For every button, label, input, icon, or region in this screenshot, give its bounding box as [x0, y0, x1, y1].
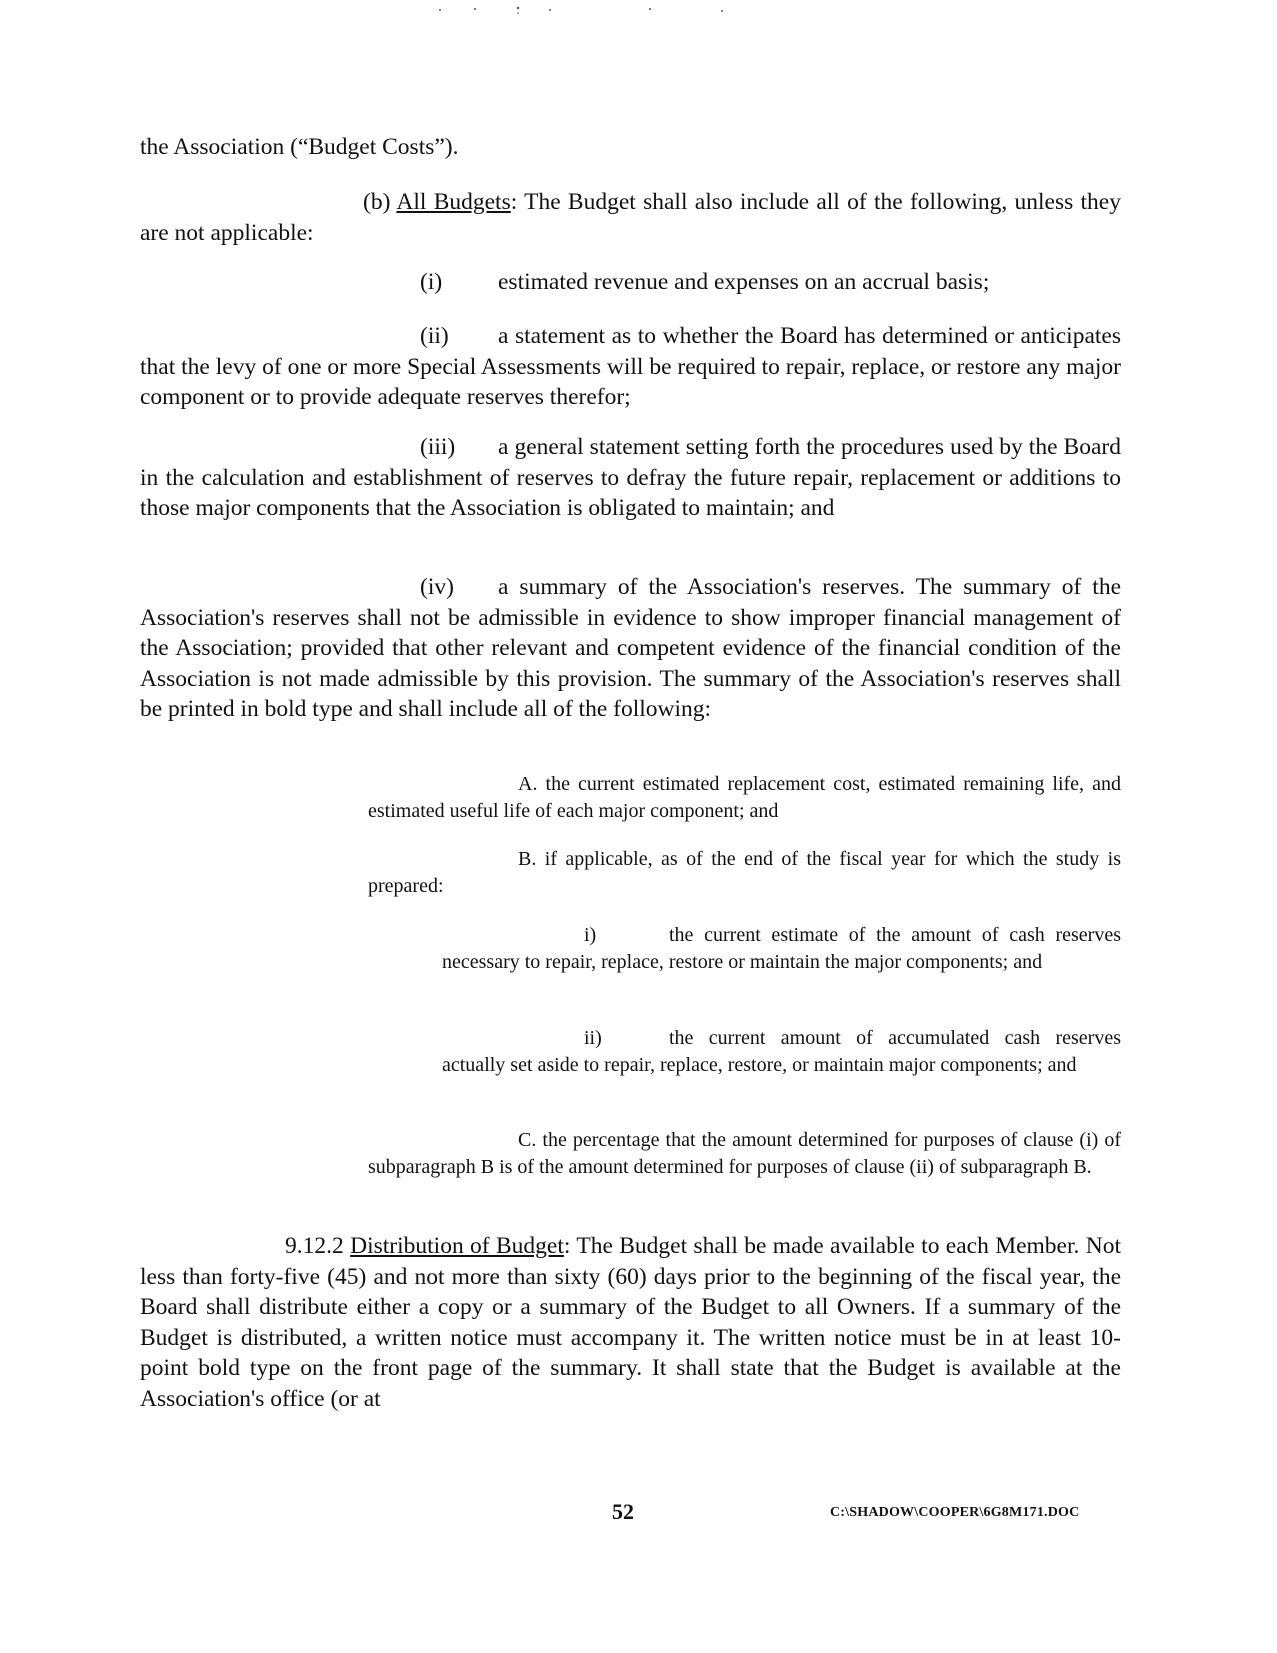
- clause-b-i: [442, 922, 1121, 976]
- item-i: [140, 267, 1121, 298]
- item-ii: [140, 321, 1121, 413]
- item-iv-text: a summary of the Association's reserves. The summary of the Association's reserves shall not be admissible in evidence to show improper financial management of the Association; provided that other relevant and competent evidence of the financial condition of the Association is not made admissible by this provision. The summary of the Association's reserves shall be printed in bold type and shall include all of the following:: [140, 574, 1121, 722]
- item-iii-label: (iii): [420, 434, 456, 460]
- paragraph-b-text: : The Budget shall also include all of the following, unless they are not applicable:: [140, 189, 1121, 246]
- intro-paragraph: the Association (“Budget Costs”).: [140, 134, 459, 160]
- item-iii-text: a general statement setting forth the procedures used by the Board in the calculation and establishment of reserves to defray the future repair, replacement or additions to those major components that the Association is obligated to maintain; and: [140, 434, 1121, 521]
- scan-specks: [430, 4, 730, 16]
- item-iv-label: (iv): [420, 574, 454, 600]
- paragraph-b: [140, 187, 1121, 248]
- subparagraph-c: C. the percentage that the amount determined for purposes of clause (i) of subparagraph B is of the amount determined for purposes of clause (ii) of subparagraph B.: [368, 1129, 1121, 1178]
- section-number: 9.12.2: [285, 1233, 351, 1259]
- item-ii-text: a statement as to whether the Board has determined or anticipates that the levy of one or more Special Assessments will be required to repair, replace, or restore any major component or to provide adequate reserves therefor;: [140, 323, 1121, 410]
- subparagraph-a: A. the current estimated replacement cost, estimated remaining life, and estimated useful life of each major component; and: [368, 773, 1121, 822]
- file-path: C:\SHADOW\COOPER\6G8M171.DOC: [830, 1505, 1080, 1520]
- clause-b-ii-text: the current amount of accumulated cash reserves actually set aside to repair, replace, restore, or maintain major components; and: [442, 1027, 1121, 1076]
- subparagraph-b: B. if applicable, as of the end of the fiscal year for which the study is prepared:: [368, 848, 1121, 897]
- item-iv: [140, 572, 1121, 725]
- clause-b-i-text: the current estimate of the amount of cash reserves necessary to repair, replace, restore or maintain the major components; and: [442, 924, 1121, 973]
- item-i-text: estimated revenue and expenses on an accrual basis;: [498, 269, 990, 295]
- section-9-12-2: [140, 1231, 1121, 1414]
- section-heading: Distribution of Budget: [350, 1233, 564, 1259]
- paragraph-b-label: (b): [363, 189, 397, 215]
- section-text: : The Budget shall be made available to each Member. Not less than forty-five (45) and not more than sixty (60) days prior to the beginning of the fiscal year, the Board shall distribute either a copy or a summary of the Budget to all Owners. If a summary of the Budget is distributed, a written notice must accompany it. The written notice must be in at least 10-point bold type on the front page of the summary. It shall state that the Budget is available at the Association's office (or at: [140, 1233, 1122, 1412]
- paragraph-b-heading: All Budgets: [396, 189, 511, 215]
- page-number: 52: [612, 1499, 634, 1524]
- item-ii-label: (ii): [420, 323, 449, 349]
- clause-b-i-label: i): [584, 924, 597, 946]
- item-iii: [140, 432, 1121, 524]
- item-i-label: (i): [420, 269, 443, 295]
- clause-b-ii: [442, 1025, 1121, 1079]
- clause-b-ii-label: ii): [584, 1027, 602, 1049]
